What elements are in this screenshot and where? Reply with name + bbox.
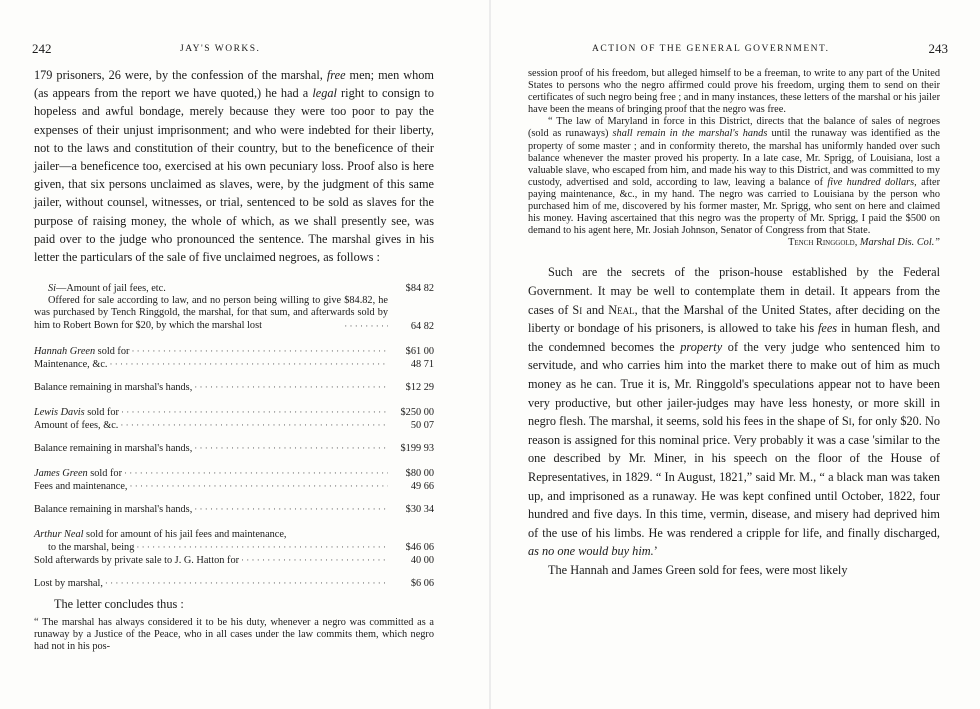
ledger-row-arthur-marshal: to the marshal, being · · · $46 06 bbox=[34, 541, 434, 554]
ledger-row-arthur-sold: Sold afterwards by private sale to J. G. Hatton for · · · 40 00 bbox=[34, 554, 434, 567]
page-number-left: 242 bbox=[32, 41, 52, 56]
ledger-row-lost: Lost by marshal, · · · $6 06 bbox=[34, 577, 434, 590]
left-page-header bbox=[32, 42, 458, 56]
amount-si: $84 82 bbox=[405, 283, 434, 295]
sale-ledger bbox=[34, 272, 434, 590]
right-page-header bbox=[522, 42, 948, 56]
page-number-right: 243 bbox=[928, 41, 948, 56]
paragraph-prison-house: Such are the secrets of the prison-house established by the Federal Government. It may be well to contemplate them in detail. It appears from the cases of Si and Neal, that the Marshal of the United States, after deciding on the liberty or bondage of his prisoners, is allowed to take his fees in human flesh, and the condemned becomes the property of the very judge who sentenced him to servitude, and who carries him into the market there to make out of him as much money as he can. True it is, Mr. Ringgold's speculations appear not to have been very productive, but other jailer-judges may have less honesty, or more skill in negro flesh. The marshal, it seems, sold his fees in the shape of Si, for only $20. No reason is assigned for this nominal price. Very probably it was a case 'similar to the one described by Mr. Miner, in his speech on the floor of the House of Representatives, in 1829. “ In August, 1821,” said Mr. M., “ a black man was taken up, and imprisoned as a runaway. He was kept confined until October, 1822, four hundred and five days. In this time, vermin, disease, and misery had deprived him of the use of his limbs. He was rendered a cripple for life, and finally discharged, as no one would buy him.’ bbox=[528, 265, 941, 559]
name-hannah: Hannah Green bbox=[34, 345, 96, 357]
ledger-row-lewis-fees: Amount of fees, &c. · · · 50 07 bbox=[34, 419, 434, 432]
right-page bbox=[490, 0, 980, 709]
right-page-body bbox=[528, 68, 940, 580]
name-james: James Green bbox=[34, 468, 88, 480]
quote-continuation: session proof of his freedom, but alleged himself to be a freeman, to write to any part of the United States to persons who the negro affirmed could prove his freedom, urging them to send on their certificates of such negro being free ; and in many instances, these letters of the marshal or his jailer have been the means of bringing proof that the negro was free. bbox=[528, 68, 941, 116]
quote-maryland-law: “ The law of Maryland in force in this District, directs that the balance of sales of negroes (sold as runaways) shall remain in the marshal's hands until the runaway was identified as the property of some master ; and in conformity thereto, the marshal has uniformly handed over such balance whenever the master proved his property. In a late case, Mr. Sprigg, of Louisiana, lost a valuable slave, who escaped from him, and made his way to this District, and was committed to my custody, advertised and sold, according to law, leaving a balance of five hundred dollars, after paying maintenance, &c., in my hand. The negro was carried to Louisiana by the person who purchased him of me, discovered by his former master, Mr. Sprigg, who sent on here and claimed his money. Having ascertained that this negro was the property of Mr. Sprigg, I paid the $500 on demand to his agent here, Mr. Josiah Johnson, Senator of Congress from that State. bbox=[528, 116, 940, 237]
name-arthur: Arthur Neal bbox=[34, 528, 84, 540]
signature-title: Marshal Dis. Col.” bbox=[859, 237, 940, 249]
quote-start: “ The marshal has always considered it to be his duty, whenever a negro was committed as a runaway by a Justice of the Peace, who in all cases under the law commits them, which negro had not in his pos- bbox=[34, 616, 434, 653]
paragraph-last-line: The Hannah and James Green sold for fees, were most likely bbox=[548, 562, 848, 577]
ledger-row-arthur: Arthur Neal sold for amount of his jail fees and maintenance, bbox=[34, 528, 287, 540]
left-page-body bbox=[34, 66, 434, 653]
ledger-row-si: Si—Amount of jail fees, etc. $84 82 bbox=[48, 283, 434, 295]
letter-conclusion: The letter concludes thus : bbox=[54, 596, 184, 611]
signature-name: Tench Ringgold, bbox=[788, 237, 858, 249]
ledger-row-lewis-balance: Balance remaining in marshal's hands, · · · $199 93 bbox=[34, 442, 434, 455]
signature bbox=[528, 237, 940, 249]
ledger-row-james: James Green sold for · · · $80 00 bbox=[34, 467, 434, 480]
amount-si-lost: 64 82 bbox=[410, 320, 434, 332]
name-lewis: Lewis Davis bbox=[34, 406, 85, 418]
running-head-right: ACTION OF THE GENERAL GOVERNMENT. bbox=[592, 44, 830, 54]
ledger-row-hannah-maint: Maintenance, &c. · · · 48 71 bbox=[34, 358, 434, 371]
ledger-row-hannah: Hannah Green sold for · · · $61 00 bbox=[34, 345, 434, 358]
ledger-note-si: Offered for sale according to law, and no person being willing to give $84.82, he was purchased by Tench Ringgold, the marshal, for that sum, and afterwards sold by him to Robert Bown for $20, by which the marshal lost bbox=[34, 295, 388, 331]
ledger-row-hannah-balance: Balance remaining in marshal's hands, · · · $12 29 bbox=[34, 381, 434, 394]
ledger-row-james-balance: Balance remaining in marshal's hands, · · · $30 34 bbox=[34, 503, 434, 516]
ledger-row-lewis: Lewis Davis sold for · · · $250 00 bbox=[34, 406, 434, 419]
name-si: Si bbox=[48, 283, 57, 295]
running-head-left: JAY'S WORKS. bbox=[180, 44, 261, 54]
ledger-row-james-fees: Fees and maintenance, · · · 49 66 bbox=[34, 480, 434, 493]
paragraph-prisoners: 179 prisoners, 26 were, by the confession of the marshal, free men; men whom (as appears from the report we have quoted,) he had a legal right to consign to hopeless and awful bondage, merely because they were too poor to pay the expenses of their unjust imprisonment; and who were indebted for their liberty, not to the laws and constitution of their country, but to the beneficence of their jailer—a beneficence too, exercised at his own pecuniary loss. Proof also is here given, that six persons unclaimed as slaves, were, by the judgment of this same jailer, without counsel, witnesses, or trial, sentenced to be sold as slaves for the purpose of raising money, the whole of which, as we shall presently see, was paid over to the judge who pronounced the sentence. The marshal gives in his letter the particulars of the sale of five unclaimed negroes, as follows : bbox=[34, 68, 434, 265]
